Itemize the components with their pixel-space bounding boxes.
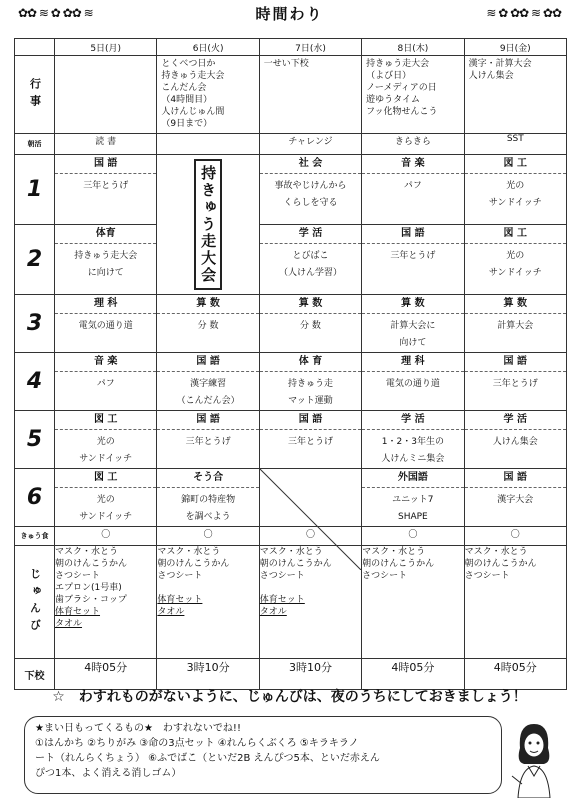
lesson-cell — [362, 225, 464, 295]
lesson-content: 電気の通り道 — [385, 379, 440, 389]
kyushoku-label: きゅう食 — [15, 527, 55, 546]
subject-label: 図 工 — [465, 155, 566, 174]
subject-label: 理 科 — [55, 295, 156, 314]
lesson-cell — [55, 353, 157, 411]
period-number: 1 — [15, 155, 55, 225]
lesson-content: 人けん集会 — [492, 437, 538, 447]
day-header: 9日(金) — [464, 39, 566, 56]
lesson-content: 漢字大会 — [497, 495, 534, 505]
lesson-content: 持きゅう走大会 に向けて — [74, 251, 138, 278]
lesson-content: 三年とうげ — [185, 437, 231, 447]
lesson-cell — [55, 411, 157, 469]
teacher-illustration — [508, 718, 560, 798]
page-header — [0, 0, 579, 28]
lesson-content: 三年とうげ — [390, 251, 436, 261]
lesson-content: 三年とうげ — [287, 437, 333, 447]
gyoji-cell — [55, 56, 157, 134]
lesson-content: 分 数 — [300, 321, 321, 331]
box-line: ★まい日もってくるもの★ わすれないでね!! — [35, 723, 241, 734]
day-header: 6日(火) — [157, 39, 259, 56]
subject-label: 体 育 — [260, 353, 361, 372]
period-row — [15, 295, 567, 353]
lesson-cell — [259, 469, 361, 527]
corner-cell — [15, 39, 55, 56]
gekou-label: 下校 — [15, 659, 55, 690]
subject-label: 学 活 — [465, 411, 566, 430]
kyushoku-cell: 〇 — [259, 527, 361, 546]
asakatsu-cell — [157, 134, 259, 155]
empty-cell-diagonal — [260, 469, 361, 570]
lesson-content: パフ — [403, 181, 422, 191]
lesson-cell — [55, 295, 157, 353]
subject-label: 算 数 — [465, 295, 566, 314]
junbi-cell: マスク・水とう 朝のけんこうかん さつシート 体育セット タオル — [259, 546, 361, 659]
subject-label: 算 数 — [157, 295, 258, 314]
subject-label: 算 数 — [260, 295, 361, 314]
lesson-cell — [464, 295, 566, 353]
lesson-content: ユニット7 SHAPE — [392, 495, 434, 522]
gekou-cell: 4時05分 — [55, 659, 157, 690]
page-title: 時間わり — [255, 5, 324, 23]
reminder-text: ☆ わすれものがないように、じゅんびは、夜のうちにしておきましょう！ — [52, 689, 527, 705]
lesson-cell — [259, 295, 361, 353]
lesson-content: 事故やじけんから くらしを守る — [274, 181, 347, 208]
day-header: 7日(水) — [259, 39, 361, 56]
lesson-cell — [464, 353, 566, 411]
gyoji-row — [15, 56, 567, 134]
lesson-content: パフ — [96, 379, 115, 389]
lesson-content: 光の サンドイッチ — [488, 251, 542, 278]
lesson-cell — [362, 411, 464, 469]
period-row — [15, 469, 567, 527]
daily-items-box — [24, 716, 502, 794]
subject-label: そう合 — [157, 469, 258, 488]
junbi-cell: マスク・水とう 朝のけんこうかん さつシート エプロン(1号車) 歯ブラシ・コップ 体育セット タオル — [55, 546, 157, 659]
period-row — [15, 155, 567, 225]
junbi-cell: マスク・水とう 朝のけんこうかん さつシート — [362, 546, 464, 659]
subject-label: 算 数 — [362, 295, 463, 314]
kyushoku-cell: 〇 — [55, 527, 157, 546]
lesson-content: 光の サンドイッチ — [488, 181, 542, 208]
asakatsu-cell: きらきら — [362, 134, 464, 155]
kyushoku-cell: 〇 — [157, 527, 259, 546]
box-line: ート（れんらくちょう） ⑥ふでばこ（といだ2B えんぴつ5本、といだ赤えん — [35, 753, 380, 764]
subject-label: 音 楽 — [362, 155, 463, 174]
period-number: 2 — [15, 225, 55, 295]
asakatsu-cell: 読 書 — [55, 134, 157, 155]
lesson-cell — [259, 155, 361, 225]
timetable — [14, 38, 567, 690]
subject-label: 体育 — [55, 225, 156, 244]
period-number: 3 — [15, 295, 55, 353]
gyoji-cell: 一せい下校 — [259, 56, 361, 134]
lesson-cell — [464, 225, 566, 295]
lesson-cell — [157, 295, 259, 353]
subject-label: 外国語 — [362, 469, 463, 488]
subject-label: 国 語 — [465, 469, 566, 488]
lesson-cell — [259, 411, 361, 469]
subject-label: 国 語 — [465, 353, 566, 372]
flower-decoration-right: ≋ ✿ ✿✿ ≋ ✿✿ — [486, 6, 561, 20]
subject-label: 国 語 — [260, 411, 361, 430]
period-number: 5 — [15, 411, 55, 469]
lesson-content: 光の サンドイッチ — [79, 495, 133, 522]
lesson-cell — [55, 155, 157, 225]
lesson-cell — [259, 353, 361, 411]
asakatsu-cell: SST — [464, 134, 566, 155]
junbi-cell: マスク・水とう 朝のけんこうかん さつシート — [464, 546, 566, 659]
subject-label: 学 活 — [260, 225, 361, 244]
lesson-cell — [55, 225, 157, 295]
gekou-cell: 4時05分 — [362, 659, 464, 690]
gyoji-label: 行事 — [15, 56, 55, 134]
kyushoku-cell: 〇 — [362, 527, 464, 546]
gyoji-cell: 漢字・計算大会 人けん集会 — [464, 56, 566, 134]
gekou-row — [15, 659, 567, 690]
lesson-content: 1・2・3年生の 人けんミニ集会 — [381, 437, 445, 464]
lesson-cell — [464, 155, 566, 225]
junbi-label: じゅんび — [15, 546, 55, 659]
lesson-cell — [362, 155, 464, 225]
subject-label: 国 語 — [157, 411, 258, 430]
lesson-content: 分 数 — [197, 321, 219, 331]
lesson-content: とびばこ （人けん学習） — [278, 251, 342, 278]
event-cell — [157, 155, 259, 295]
gekou-cell: 4時05分 — [464, 659, 566, 690]
day-header: 8日(木) — [362, 39, 464, 56]
gekou-cell: 3時10分 — [157, 659, 259, 690]
period-number: 4 — [15, 353, 55, 411]
lesson-cell — [157, 469, 259, 527]
lesson-content: 錦町の特産物 を調べよう — [181, 495, 236, 522]
lesson-cell — [362, 469, 464, 527]
lesson-cell — [362, 295, 464, 353]
event-label: 持きゅう走大会 — [194, 159, 222, 290]
lesson-cell — [362, 353, 464, 411]
subject-label: 学 活 — [362, 411, 463, 430]
lesson-cell — [259, 225, 361, 295]
lesson-content: 計算大会に 向けて — [390, 321, 436, 348]
flower-decoration-left: ✿✿ ≋ ✿ ✿✿ ≋ — [18, 6, 93, 20]
subject-label: 国 語 — [157, 353, 258, 372]
period-row — [15, 225, 567, 295]
period-row — [15, 353, 567, 411]
lesson-content: 電気の通り道 — [78, 321, 133, 331]
kyushoku-cell: 〇 — [464, 527, 566, 546]
period-number: 6 — [15, 469, 55, 527]
lesson-content: 計算大会 — [497, 321, 534, 331]
subject-label: 理 科 — [362, 353, 463, 372]
lesson-content: 三年とうげ — [83, 181, 129, 191]
asakatsu-label: 朝活 — [15, 134, 55, 155]
day-header-row — [15, 39, 567, 56]
subject-label: 国 語 — [55, 155, 156, 174]
subject-label: 国 語 — [362, 225, 463, 244]
lesson-cell — [464, 411, 566, 469]
subject-label: 図 工 — [55, 411, 156, 430]
periods-body — [15, 155, 567, 527]
lesson-cell — [464, 469, 566, 527]
lesson-content: 三年とうげ — [492, 379, 538, 389]
box-line: ①はんかち ②ちりがみ ③命の3点セット ④れんらくぶくろ ⑤キラキラノ — [35, 738, 359, 749]
subject-label: 図 工 — [55, 469, 156, 488]
lesson-cell — [157, 411, 259, 469]
subject-label: 社 会 — [260, 155, 361, 174]
lesson-content: 光の サンドイッチ — [79, 437, 133, 464]
gyoji-cell: 持きゅう走大会 （よび日） ノーメディアの日 遊ゆうタイム フッ化物せんこう — [362, 56, 464, 134]
period-row — [15, 411, 567, 469]
gekou-cell: 3時10分 — [259, 659, 361, 690]
asakatsu-cell: チャレンジ — [259, 134, 361, 155]
subject-label: 図 工 — [465, 225, 566, 244]
subject-label: 音 楽 — [55, 353, 156, 372]
gyoji-cell: とくべつ日か 持きゅう走大会 こんだん会 （4時間目） 人けんじゅん間 （9日まで） — [157, 56, 259, 134]
day-header: 5日(月) — [55, 39, 157, 56]
asakatsu-row — [15, 134, 567, 155]
lesson-content: 漢字練習 （こんだん会） — [176, 379, 240, 406]
lesson-cell — [55, 469, 157, 527]
lesson-cell — [157, 353, 259, 411]
lesson-content: 持きゅう走 マット運動 — [287, 379, 333, 406]
box-line: ぴつ1本、よく消える消しゴム） — [35, 768, 182, 779]
junbi-cell: マスク・水とう 朝のけんこうかん さつシート 体育セット タオル — [157, 546, 259, 659]
